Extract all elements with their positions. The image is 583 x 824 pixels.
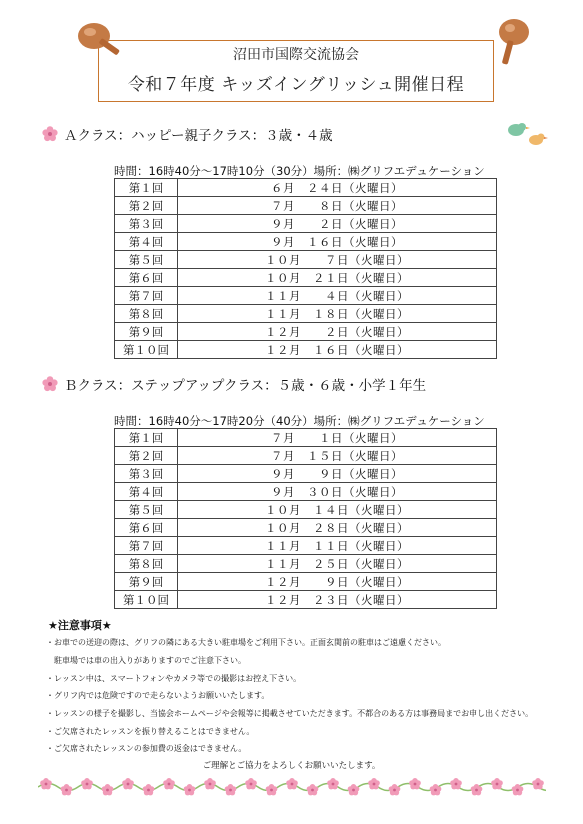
class-b-table <box>114 428 497 609</box>
session-number: 第２回 <box>115 447 178 465</box>
session-date: ６月 ２４日（火曜日） <box>178 179 497 197</box>
session-date: １１月 １８日（火曜日） <box>178 305 497 323</box>
session-date: ９月 ９日（火曜日） <box>178 465 497 483</box>
session-number: 第３回 <box>115 465 178 483</box>
birds-icon <box>500 112 550 152</box>
schedule-row <box>115 215 497 233</box>
session-number: 第５回 <box>115 501 178 519</box>
org-name: 沼田市国際交流協会 <box>233 47 359 63</box>
session-number: 第１回 <box>115 179 178 197</box>
flower-vine-decoration <box>38 772 546 802</box>
class-a-heading-text: Ａクラス：ハッピー親子クラス：３歳・４歳 <box>64 128 333 144</box>
class-a-time: 時間：16時40分〜17時10分（30分）場所：㈱グリフエデュケーション <box>114 164 485 178</box>
note-item: ・グリフ内では危険ですので走らないようお願いいたします。 <box>46 691 270 700</box>
session-date: １２月 ２３日（火曜日） <box>178 591 497 609</box>
schedule-row <box>115 501 497 519</box>
schedule-row <box>115 447 497 465</box>
flower-icon <box>532 778 544 789</box>
session-date: １１月 １１日（火曜日） <box>178 537 497 555</box>
session-number: 第６回 <box>115 269 178 287</box>
session-date: １０月 ２１日（火曜日） <box>178 269 497 287</box>
flower-icon <box>122 778 134 789</box>
note-item: 駐車場では車の出入りがありますのでご注意下さい。 <box>46 656 246 665</box>
flower-icon <box>491 778 503 789</box>
session-number: 第３回 <box>115 215 178 233</box>
session-date: １２月 １６日（火曜日） <box>178 341 497 359</box>
class-a-table <box>114 178 497 359</box>
flower-icon <box>266 784 278 795</box>
schedule-row <box>115 519 497 537</box>
closing-text: ご理解とご協力をよろしくお願いいたします。 <box>202 761 381 771</box>
schedule-row <box>115 287 497 305</box>
flower-icon <box>307 784 319 795</box>
schedule-row <box>115 429 497 447</box>
flower-icon <box>163 778 175 789</box>
session-number: 第４回 <box>115 233 178 251</box>
schedule-row <box>115 233 497 251</box>
session-number: 第８回 <box>115 305 178 323</box>
flower-icon <box>40 778 52 789</box>
schedule-row <box>115 251 497 269</box>
schedule-row <box>115 341 497 359</box>
note-item: ・レッスン中は、スマートフォンやカメラ等での撮影はお控え下さい。 <box>46 674 302 683</box>
session-date: ９月 １６日（火曜日） <box>178 233 497 251</box>
notes-title: ★注意事項★ <box>48 619 112 632</box>
session-number: 第５回 <box>115 251 178 269</box>
session-number: 第７回 <box>115 537 178 555</box>
session-number: 第１回 <box>115 429 178 447</box>
session-date: ９月 ２日（火曜日） <box>178 215 497 233</box>
schedule-row <box>115 323 497 341</box>
session-date: １２月 ９日（火曜日） <box>178 573 497 591</box>
schedule-row <box>115 305 497 323</box>
pushpin-icon <box>74 14 132 64</box>
schedule-row <box>115 483 497 501</box>
class-a-heading <box>42 124 333 144</box>
class-b-heading-text: Ｂクラス：ステップアップクラス：５歳・６歳・小学１年生 <box>64 378 427 394</box>
flower-icon <box>245 778 257 789</box>
note-item: ・ご欠席されたレッスンを振り替えることはできません。 <box>46 727 255 736</box>
flower-icon <box>184 784 196 795</box>
flower-icon <box>61 784 73 795</box>
schedule-row <box>115 465 497 483</box>
session-date: ７月 １日（火曜日） <box>178 429 497 447</box>
session-number: 第１０回 <box>115 341 178 359</box>
flower-icon <box>450 778 462 789</box>
session-number: 第６回 <box>115 519 178 537</box>
note-item: ・ご欠席されたレッスンの参加費の返金はできません。 <box>46 744 247 753</box>
session-number: 第４回 <box>115 483 178 501</box>
schedule-row <box>115 573 497 591</box>
class-b-time: 時間：16時40分〜17時20分（40分）場所：㈱グリフエデュケーション <box>114 414 485 428</box>
session-date: ９月 ３０日（火曜日） <box>178 483 497 501</box>
schedule-row <box>115 555 497 573</box>
session-date: １０月 ２８日（火曜日） <box>178 519 497 537</box>
session-date: １０月 １４日（火曜日） <box>178 501 497 519</box>
flower-icon <box>327 778 339 789</box>
header-banner <box>98 36 496 108</box>
schedule-row <box>115 591 497 609</box>
flower-icon <box>42 126 58 142</box>
schedule-row <box>115 537 497 555</box>
session-number: 第８回 <box>115 555 178 573</box>
flower-icon <box>204 778 216 789</box>
session-date: １２月 ２日（火曜日） <box>178 323 497 341</box>
session-number: 第７回 <box>115 287 178 305</box>
pushpin-icon <box>492 12 532 72</box>
flower-icon <box>143 784 155 795</box>
session-date: ７月 ８日（火曜日） <box>178 197 497 215</box>
flower-icon <box>225 784 237 795</box>
session-date: １１月 ４日（火曜日） <box>178 287 497 305</box>
session-date: １１月 ２５日（火曜日） <box>178 555 497 573</box>
schedule-row <box>115 197 497 215</box>
class-b-heading <box>42 374 426 394</box>
session-number: 第２回 <box>115 197 178 215</box>
note-item: ・お車での送迎の際は、グリフの隣にある大きい駐車場をご利用下さい。正面玄関前の駐車はご遠慮ください。 <box>46 638 446 647</box>
flower-icon <box>368 778 380 789</box>
flower-icon <box>409 778 421 789</box>
session-number: 第１０回 <box>115 591 178 609</box>
session-date: ７月 １５日（火曜日） <box>178 447 497 465</box>
session-number: 第９回 <box>115 323 178 341</box>
flower-icon <box>286 778 298 789</box>
page-title: 令和７年度 キッズイングリッシュ開催日程 <box>127 75 465 95</box>
schedule-row <box>115 179 497 197</box>
flower-icon <box>102 784 114 795</box>
flower-icon <box>81 778 93 789</box>
flower-icon <box>42 376 58 392</box>
flower-icon <box>348 784 360 795</box>
session-date: １０月 ７日（火曜日） <box>178 251 497 269</box>
schedule-row <box>115 269 497 287</box>
session-number: 第９回 <box>115 573 178 591</box>
note-item: ・レッスンの様子を撮影し、当協会ホームページや会報等に掲載させていただきます。不都合のある方は事務局までお申し出ください。 <box>46 709 534 718</box>
